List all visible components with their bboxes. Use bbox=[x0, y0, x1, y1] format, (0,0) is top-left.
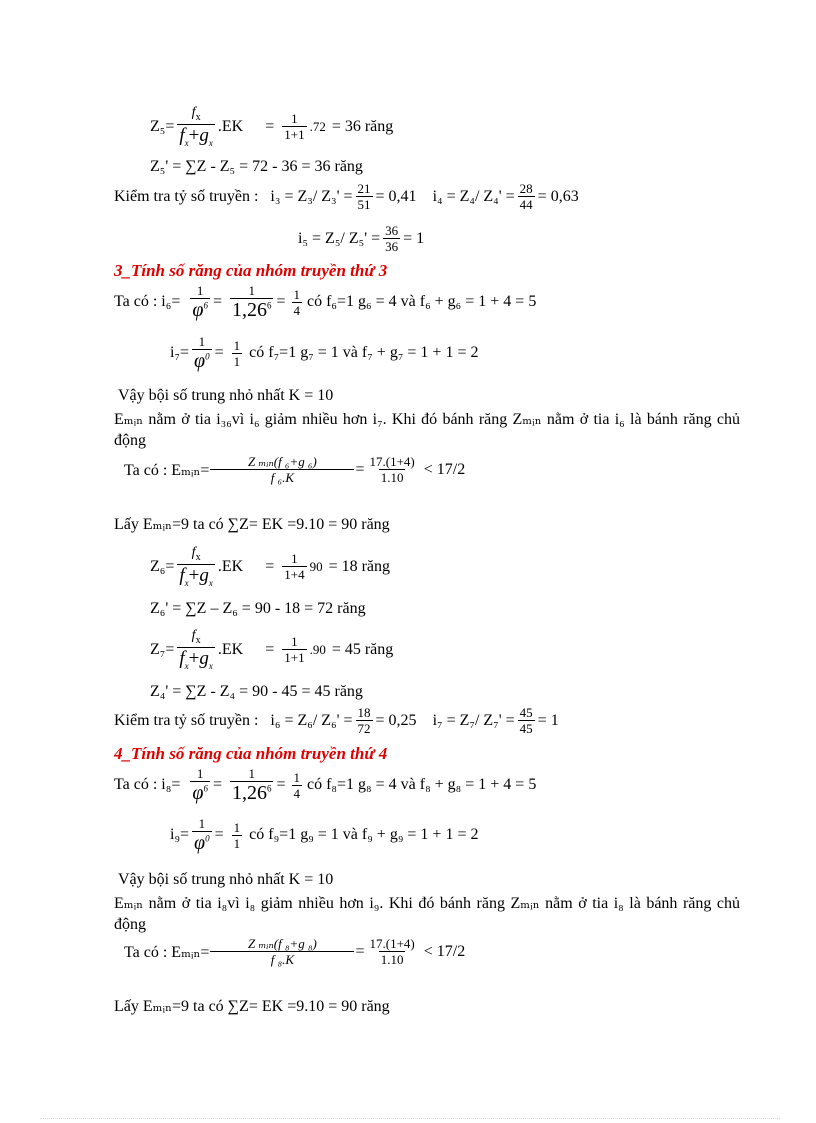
z7-formula bbox=[150, 629, 393, 671]
heading-part3: 3_Tính số răng của nhóm truyền thứ 3 bbox=[114, 261, 388, 280]
emin-lhs-4: Ta có : Eₘᵢₙ= bbox=[124, 943, 210, 961]
lay-emin-part3: Lấy Eₘᵢₙ=9 ta có ∑Z= EK =9.10 = 90 răng bbox=[114, 516, 390, 533]
i7-tail: có f₇=1 g₇ = 1 và f₇ + g₇ = 1 + 1 = 2 bbox=[249, 344, 479, 361]
fx-fraction: $\frac{f_x}{f_x+g_x}$ bbox=[179, 105, 213, 148]
i9-line: i₉= $\frac{1}{\varphi^0}$ = $\frac{1}{1}$ có f₉=1 g₉ = 1 và f₉ + g₉ = 1 + 1 = 2 bbox=[170, 816, 479, 854]
i7-phi-fraction: $\frac{1}{\varphi^0}$ bbox=[194, 334, 210, 372]
z7-multiplier: .90 bbox=[309, 641, 326, 657]
check-ratio-part3 bbox=[114, 706, 559, 735]
z6-value-fraction: $\frac{1}{1+4}$ bbox=[284, 551, 305, 583]
emin-fraction: $\frac{\text{Z ₘᵢₙ(f ₆+g ₆)}}{\text{f ₆.K}}$ bbox=[212, 455, 352, 484]
check-label: Kiểm tra tỷ số truyền : bbox=[114, 187, 259, 205]
i8-line: Ta có : i₈= $\frac{1}{\varphi^6}$ = $\frac{1}{1,26^6}$ = $\frac{1}{4}$ có f₈=1 g₈ = 4 và f₈ + g₈ = 1 + 4 = 5 bbox=[114, 766, 537, 804]
z6-formula bbox=[150, 546, 390, 588]
i4-result: = 0,63 bbox=[537, 187, 579, 205]
i7-line: i₇= $\frac{1}{\varphi^0}$ = $\frac{1}{1}$ có f₇=1 g₇ = 1 và f₇ + g₇ = 1 + 1 = 2 bbox=[170, 334, 479, 372]
i6-lhs: Ta có : i₆= bbox=[114, 293, 181, 310]
i8-phi-fraction: $\frac{1}{\varphi^6}$ bbox=[192, 766, 208, 804]
heading-part4: 4_Tính số răng của nhóm truyền thứ 4 bbox=[114, 744, 388, 763]
z7-result: = 45 răng bbox=[331, 640, 394, 658]
emin-value-fraction: $\frac{17.(1+4)}{1.10}$ bbox=[369, 454, 415, 485]
i3-fraction: $\frac{21}{51}$ bbox=[357, 181, 371, 212]
z6-multiplier: 90 bbox=[309, 558, 323, 574]
i6-line: Ta có : i₆= $\frac{1}{\varphi^6}$ = $\frac{1}{1,26^6}$ = $\frac{1}{4}$ có f₆=1 g₆ = 4 và f₆ + g₆ = 1 + 4 = 5 bbox=[114, 283, 537, 321]
emin-lhs: Ta có : Eₘᵢₙ= bbox=[124, 461, 210, 479]
i7c-fraction: $\frac{45}{45}$ bbox=[519, 705, 533, 736]
i8-tail: có f₈=1 g₈ = 4 và f₈ + g₈ = 1 + 4 = 5 bbox=[307, 776, 537, 793]
bsc-part4: Vậy bội số trung nhỏ nhất K = 10 bbox=[118, 871, 334, 888]
i5-fraction: $\frac{36}{36}$ bbox=[385, 223, 399, 254]
z6-fx-fraction: $\frac{f_x}{f_x+g_x}$ bbox=[179, 545, 213, 588]
i7-one-fraction: $\frac{1}{1}$ bbox=[233, 337, 241, 369]
i4-fraction: $\frac{28}{44}$ bbox=[519, 181, 533, 212]
emin-result: < 17/2 bbox=[423, 460, 466, 478]
z5-lhs: Z₅= bbox=[150, 117, 175, 135]
ek-label: .EK bbox=[217, 117, 244, 135]
i6c-fraction: $\frac{18}{72}$ bbox=[357, 705, 371, 736]
i9-tail: có f₉=1 g₉ = 1 và f₉ + g₉ = 1 + 1 = 2 bbox=[249, 826, 479, 843]
i5-result: = 1 bbox=[403, 229, 425, 247]
z5-prime-line: Z₅' = ∑Z - Z₅ = 72 - 36 = 36 răng bbox=[150, 158, 363, 175]
i7c-result: = 1 bbox=[537, 711, 559, 729]
i6-base-fraction: $\frac{1}{1,26^6}$ bbox=[231, 283, 272, 321]
emin-fraction-4: $\frac{\text{Z ₘᵢₙ(f ₈+g ₈)}}{\text{f ₈.K}}$ bbox=[212, 937, 352, 966]
i7c-lhs: i₇ = Z₇/ Z₇' = bbox=[432, 711, 515, 729]
i5-check bbox=[298, 224, 424, 253]
z6-lhs: Z₆= bbox=[150, 557, 175, 575]
z5-value-fraction: $\frac{1}{1+1}$ bbox=[284, 111, 305, 143]
z5-result: = 36 răng bbox=[331, 117, 394, 135]
i9-phi-fraction: $\frac{1}{\varphi^0}$ bbox=[194, 816, 210, 854]
i3-lhs: i₃ = Z₃/ Z₃' = bbox=[270, 187, 353, 205]
emin-part4: Ta có : Eₘᵢₙ= $\frac{\text{Z ₘᵢₙ(f ₈+g ₈)}}{\text{f ₈.K}}$ = $\frac{17.(1+4)}{1.10}$ < 17/2 bbox=[124, 936, 466, 967]
paragraph-part4: Eₘᵢₙ nằm ở tia i₈vì i₈ giảm nhiều hơn i₉. Khi đó bánh răng Zₘᵢₙ nằm ở tia i₈ là bánh răng chủ động bbox=[114, 895, 740, 933]
z6-equals: = bbox=[265, 557, 275, 575]
z6-result: = 18 răng bbox=[328, 557, 391, 575]
i6c-result: = 0,25 bbox=[375, 711, 417, 729]
z7-lhs: Z₇= bbox=[150, 640, 175, 658]
i9-lhs: i₉= bbox=[170, 826, 190, 843]
lay-emin-part4: Lấy Eₘᵢₙ=9 ta có ∑Z= EK =9.10 = 90 răng bbox=[114, 998, 390, 1015]
z6-prime-line: Z₆' = ∑Z – Z₆ = 90 - 18 = 72 răng bbox=[150, 600, 366, 617]
paragraph-part3: Eₘᵢₙ nằm ở tia i₃₆vì i₆ giảm nhiều hơn i₇. Khi đó bánh răng Zₘᵢₙ nằm ở tia i₆ là bánh răng chủ động bbox=[114, 411, 740, 449]
z7-equals: = bbox=[265, 640, 275, 658]
check-label-3: Kiểm tra tỷ số truyền : bbox=[114, 711, 259, 729]
z7-value-fraction: $\frac{1}{1+1}$ bbox=[284, 634, 305, 666]
i5-lhs: i₅ = Z₅/ Z₅' = bbox=[298, 229, 381, 247]
i6-tail: có f₆=1 g₆ = 4 và f₆ + g₆ = 1 + 4 = 5 bbox=[307, 293, 537, 310]
z7-ek: .EK bbox=[217, 640, 244, 658]
z5-formula bbox=[150, 106, 393, 148]
bsc-part3: Vậy bội số trung nhỏ nhất K = 10 bbox=[118, 387, 334, 404]
z7-fx-fraction: $\frac{f_x}{f_x+g_x}$ bbox=[179, 628, 213, 671]
emin-result-4: < 17/2 bbox=[423, 942, 466, 960]
i6c-lhs: i₆ = Z₆/ Z₆' = bbox=[270, 711, 353, 729]
i7-lhs: i₇= bbox=[170, 344, 190, 361]
i6-phi-fraction: $\frac{1}{\varphi^6}$ bbox=[192, 283, 208, 321]
i8-quarter-fraction: $\frac{1}{4}$ bbox=[293, 769, 300, 801]
page-bottom-divider bbox=[40, 1118, 780, 1119]
i4-lhs: i₄ = Z₄/ Z₄' = bbox=[432, 187, 515, 205]
i3-result: = 0,41 bbox=[375, 187, 417, 205]
check-ratio-part2 bbox=[114, 182, 579, 211]
z6-ek: .EK bbox=[217, 557, 244, 575]
emin-part3: Ta có : Eₘᵢₙ= $\frac{\text{Z ₘᵢₙ(f ₆+g ₆)}}{\text{f ₆.K}}$ = $\frac{17.(1+4)}{1.10}$ < 17/2 bbox=[124, 454, 466, 485]
z5-multiplier: .72 bbox=[309, 118, 326, 134]
i6-quarter-fraction: $\frac{1}{4}$ bbox=[293, 286, 300, 318]
emin-value-fraction-4: $\frac{17.(1+4)}{1.10}$ bbox=[369, 936, 415, 967]
equals-sign: = bbox=[265, 117, 275, 135]
i8-base-fraction: $\frac{1}{1,26^6}$ bbox=[231, 766, 272, 804]
i9-one-fraction: $\frac{1}{1}$ bbox=[233, 819, 241, 851]
z4-prime-line: Z₄' = ∑Z - Z₄ = 90 - 45 = 45 răng bbox=[150, 683, 363, 700]
i8-lhs: Ta có : i₈= bbox=[114, 776, 181, 793]
